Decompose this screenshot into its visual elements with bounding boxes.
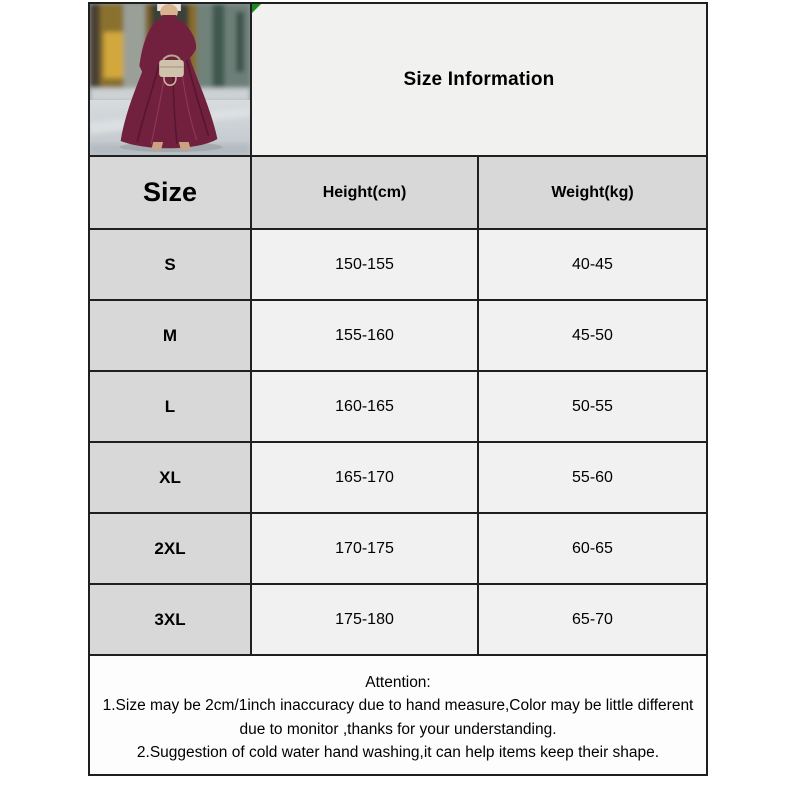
height-cell: 175-180 [251, 584, 478, 655]
attention-line-2: 2.Suggestion of cold water hand washing,it can help items keep their shape. [136, 743, 660, 761]
table-row-2xl [89, 513, 707, 584]
size-cell: M [89, 300, 251, 371]
page-title: Size Information [403, 68, 555, 90]
size-cell: S [89, 229, 251, 300]
attention-row [89, 655, 707, 775]
weight-cell: 45-50 [478, 300, 707, 371]
height-cell: 155-160 [251, 300, 478, 371]
height-cell: 170-175 [251, 513, 478, 584]
height-column-header: Height(cm) [251, 156, 478, 229]
table-row-xl [89, 442, 707, 513]
size-cell: 3XL [89, 584, 251, 655]
product-photo [90, 4, 250, 155]
size-chart-table [88, 2, 708, 776]
weight-column-header: Weight(kg) [478, 156, 707, 229]
size-cell: L [89, 371, 251, 442]
weight-cell: 40-45 [478, 229, 707, 300]
weight-cell: 55-60 [478, 442, 707, 513]
table-row-s [89, 229, 707, 300]
size-information-title-cell [251, 3, 707, 156]
table-row-l [89, 371, 707, 442]
height-cell: 165-170 [251, 442, 478, 513]
table-row-3xl [89, 584, 707, 655]
size-cell: 2XL [89, 513, 251, 584]
cell-flag-icon [252, 4, 261, 13]
column-header-row [89, 156, 707, 229]
height-cell: 160-165 [251, 371, 478, 442]
weight-cell: 65-70 [478, 584, 707, 655]
attention-note [89, 655, 707, 775]
header-row-top [89, 3, 707, 156]
table-row-m [89, 300, 707, 371]
size-chart [88, 2, 708, 776]
size-column-header: Size [89, 156, 251, 229]
weight-cell: 60-65 [478, 513, 707, 584]
size-cell: XL [89, 442, 251, 513]
weight-cell: 50-55 [478, 371, 707, 442]
product-photo-cell [89, 3, 251, 156]
height-cell: 150-155 [251, 229, 478, 300]
attention-heading: Attention: [365, 674, 431, 691]
attention-line-1: 1.Size may be 2cm/1inch inaccuracy due to hand measure,Color may be little different due to monitor ,thanks for your understanding. [102, 697, 694, 738]
